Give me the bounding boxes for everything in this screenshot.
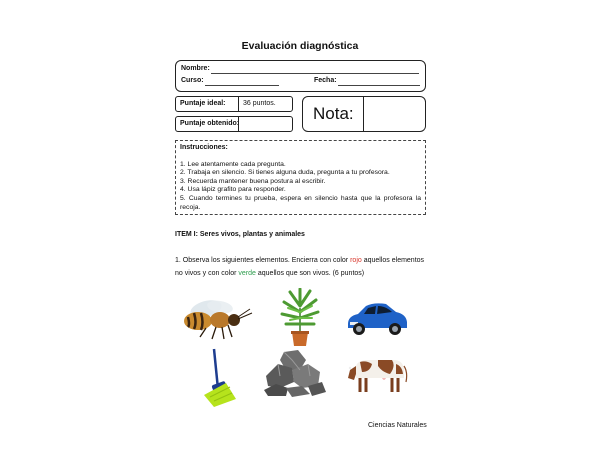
instruction-item: 4. Usa lápiz grafito para responder. xyxy=(180,186,286,194)
nombre-field[interactable] xyxy=(211,73,419,74)
curso-label: Curso: xyxy=(181,77,204,84)
instructions-heading: Instrucciones: xyxy=(180,144,228,151)
fecha-label: Fecha: xyxy=(314,77,337,84)
footer-subject: Ciencias Naturales xyxy=(368,422,427,429)
word-rojo: rojo xyxy=(350,257,362,264)
bee-image[interactable] xyxy=(176,295,256,345)
nota-box xyxy=(302,96,426,132)
instruction-item: 3. Recuerda mantener buena postura al escribir. xyxy=(180,177,326,185)
puntaje-obtenido-box xyxy=(175,116,293,132)
item-heading: ITEM I: Seres vivos, plantas y animales xyxy=(175,231,305,238)
rocks-image[interactable] xyxy=(262,348,328,398)
instruction-item: 5. Cuando termines tu prueba, espera en silencio hasta que la profesora la recoja. xyxy=(180,194,421,211)
puntaje-ideal-divider xyxy=(238,97,239,111)
puntaje-obtenido-value[interactable] xyxy=(243,120,291,130)
word-verde: verde xyxy=(238,270,256,277)
curso-field[interactable] xyxy=(205,85,279,86)
puntaje-obtenido-label: Puntaje obtenido: xyxy=(180,120,240,127)
page-title: Evaluación diagnóstica xyxy=(241,40,359,52)
puntaje-ideal-label: Puntaje ideal: xyxy=(180,100,226,107)
cow-image[interactable] xyxy=(346,352,412,396)
question-part: aquellos elementos xyxy=(361,257,425,264)
student-info-box xyxy=(175,60,426,92)
nota-label: Nota: xyxy=(313,104,354,123)
question-part: no vivos y con color xyxy=(175,270,239,277)
question-text xyxy=(175,254,435,280)
puntaje-ideal-box xyxy=(175,96,293,112)
nombre-label: Nombre: xyxy=(181,65,210,72)
instruction-item: 1. Lee atentamente cada pregunta. xyxy=(180,160,286,168)
question-part: aquellos que son vivos. (6 puntos) xyxy=(255,270,365,277)
potted-plant-image[interactable] xyxy=(278,288,322,348)
fecha-field[interactable] xyxy=(338,85,420,86)
nota-field[interactable] xyxy=(364,97,425,131)
question-part: 1. Observa los siguientes elementos. Encierra con color xyxy=(175,257,351,264)
puntaje-obtenido-divider xyxy=(238,117,239,131)
instruction-item: 2. Trabaja en silencio. Si tienes alguna duda, pregunta a tu profesora. xyxy=(180,169,390,177)
broom-image[interactable] xyxy=(196,347,240,409)
blue-car-image[interactable] xyxy=(344,298,410,338)
instructions-box xyxy=(175,140,426,215)
puntaje-ideal-value: 36 puntos. xyxy=(243,100,276,107)
